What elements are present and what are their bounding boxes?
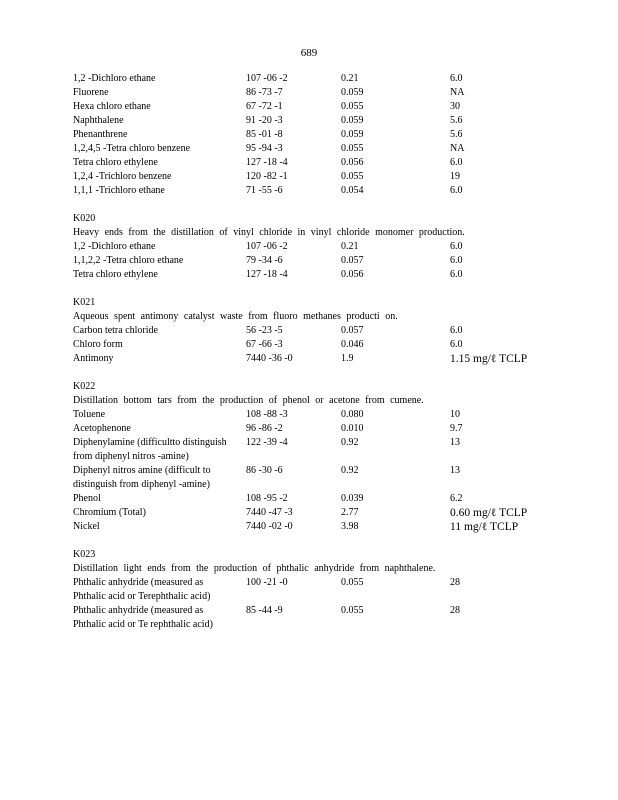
- table-row: [73, 156, 543, 170]
- cas-number: 85 -01 -8: [246, 129, 283, 140]
- cas-number: 100 -21 -0: [246, 577, 288, 588]
- table-row: [73, 408, 543, 422]
- cas-number: 127 -18 -4: [246, 157, 288, 168]
- constituent-name: 1,2 -Dichloro ethane: [73, 73, 156, 84]
- constituent-name: Diphenyl nitros amine (difficult to distinguish from diphenyl -amine): [73, 465, 211, 490]
- treatment-limit: 6.0: [450, 185, 463, 196]
- concentration-value: 0.21: [341, 241, 359, 252]
- concentration-value: 0.059: [341, 87, 364, 98]
- table-row: [73, 464, 543, 492]
- table-row: [73, 170, 543, 184]
- treatment-limit: 19: [450, 171, 460, 182]
- concentration-value: 0.055: [341, 605, 364, 616]
- waste-code: K021: [73, 297, 96, 308]
- treatment-limit: 28: [450, 605, 460, 616]
- table-row: [73, 492, 543, 506]
- concentration-value: 3.98: [341, 521, 359, 532]
- table-row: [73, 240, 543, 254]
- concentration-value: 0.080: [341, 409, 364, 420]
- constituent-name: Acetophenone: [73, 423, 131, 434]
- constituent-name: Nickel: [73, 521, 100, 532]
- constituent-name: Carbon tetra chloride: [73, 325, 158, 336]
- treatment-limit: 6.0: [450, 339, 463, 350]
- treatment-limit: 30: [450, 101, 460, 112]
- constituent-name: Tetra chloro ethylene: [73, 269, 158, 280]
- concentration-value: 0.039: [341, 493, 364, 504]
- cas-number: 108 -95 -2: [246, 493, 288, 504]
- cas-number: 127 -18 -4: [246, 269, 288, 280]
- constituent-name: Phthalic anhydride (measured as Phthalic acid or Te rephthalic acid): [73, 605, 213, 630]
- cas-number: 96 -86 -2: [246, 423, 283, 434]
- treatment-limit: 6.0: [450, 255, 463, 266]
- document-body: [73, 72, 543, 632]
- treatment-limit: 13: [450, 465, 460, 476]
- concentration-value: 0.046: [341, 339, 364, 350]
- cas-number: 7440 -47 -3: [246, 507, 293, 518]
- table-row: [73, 114, 543, 128]
- concentration-value: 1.9: [341, 353, 354, 364]
- waste-description: Heavy ends from the distillation of vinyl chloride in vinyl chloride monomer production.: [73, 227, 465, 238]
- waste-section-k020: [73, 212, 543, 282]
- treatment-limit: 11 mg/ℓ TCLP: [450, 521, 519, 533]
- waste-section-k021: [73, 296, 543, 366]
- treatment-limit: 6.2: [450, 493, 463, 504]
- constituent-name: 1,2,4,5 -Tetra chloro benzene: [73, 143, 191, 154]
- waste-description: Distillation light ends from the production of phthalic anhydride from naphthalene.: [73, 563, 436, 574]
- table-row: [73, 520, 543, 534]
- constituent-name: Phenanthrene: [73, 129, 128, 140]
- treatment-limit: NA: [450, 87, 465, 98]
- constituent-name: Phenol: [73, 493, 101, 504]
- concentration-value: 0.059: [341, 115, 364, 126]
- treatment-limit: 13: [450, 437, 460, 448]
- concentration-value: 0.054: [341, 185, 364, 196]
- waste-code: K020: [73, 213, 96, 224]
- constituent-name: 1,2 -Dichloro ethane: [73, 241, 156, 252]
- cas-number: 7440 -36 -0: [246, 353, 293, 364]
- waste-description: Distillation bottom tars from the production of phenol or acetone from cumene.: [73, 395, 424, 406]
- cas-number: 86 -30 -6: [246, 465, 283, 476]
- cas-number: 7440 -02 -0: [246, 521, 293, 532]
- cas-number: 79 -34 -6: [246, 255, 283, 266]
- table-row: [73, 100, 543, 114]
- treatment-limit: 9.7: [450, 423, 463, 434]
- table-row: [73, 72, 543, 86]
- concentration-value: 0.055: [341, 101, 364, 112]
- constituent-name: Fluorene: [73, 87, 109, 98]
- cas-number: 95 -94 -3: [246, 143, 283, 154]
- constituent-name: Phthalic anhydride (measured as Phthalic acid or Terephthalic acid): [73, 577, 211, 602]
- concentration-value: 0.010: [341, 423, 364, 434]
- cas-number: 91 -20 -3: [246, 115, 283, 126]
- table-row: [73, 604, 543, 632]
- concentration-value: 2.77: [341, 507, 359, 518]
- waste-code: K023: [73, 549, 96, 560]
- cas-number: 86 -73 -7: [246, 87, 283, 98]
- concentration-value: 0.059: [341, 129, 364, 140]
- initial-table: [73, 72, 543, 198]
- constituent-name: Chromium (Total): [73, 507, 146, 518]
- constituent-name: 1,1,1 -Trichloro ethane: [73, 185, 165, 196]
- concentration-value: 0.056: [341, 269, 364, 280]
- table-row: [73, 142, 543, 156]
- treatment-limit: NA: [450, 143, 465, 154]
- constituent-name: 1,1,2,2 -Tetra chloro ethane: [73, 255, 184, 266]
- cas-number: 85 -44 -9: [246, 605, 283, 616]
- treatment-limit: 6.0: [450, 73, 463, 84]
- cas-number: 107 -06 -2: [246, 241, 288, 252]
- cas-number: 108 -88 -3: [246, 409, 288, 420]
- concentration-value: 0.21: [341, 73, 359, 84]
- waste-section-k023: [73, 548, 543, 632]
- concentration-value: 0.92: [341, 465, 359, 476]
- table-row: [73, 254, 543, 268]
- table-row: [73, 268, 543, 282]
- cas-number: 56 -23 -5: [246, 325, 283, 336]
- concentration-value: 0.055: [341, 143, 364, 154]
- constituent-name: Hexa chloro ethane: [73, 101, 151, 112]
- cas-number: 120 -82 -1: [246, 171, 288, 182]
- cas-number: 67 -72 -1: [246, 101, 283, 112]
- waste-section-k022: [73, 380, 543, 534]
- treatment-limit: 5.6: [450, 129, 463, 140]
- treatment-limit: 5.6: [450, 115, 463, 126]
- concentration-value: 0.056: [341, 157, 364, 168]
- treatment-limit: 1.15 mg/ℓ TCLP: [450, 353, 528, 365]
- constituent-name: Diphenylamine (difficultto distinguish from diphenyl nitros -amine): [73, 437, 227, 462]
- treatment-limit: 10: [450, 409, 460, 420]
- table-row: [73, 576, 543, 604]
- constituent-name: 1,2,4 -Trichloro benzene: [73, 171, 172, 182]
- treatment-limit: 6.0: [450, 241, 463, 252]
- concentration-value: 0.055: [341, 577, 364, 588]
- waste-code: K022: [73, 381, 96, 392]
- treatment-limit: 6.0: [450, 325, 463, 336]
- constituent-name: Tetra chloro ethylene: [73, 157, 158, 168]
- table-row: [73, 184, 543, 198]
- table-row: [73, 86, 543, 100]
- table-row: [73, 352, 543, 366]
- table-row: [73, 338, 543, 352]
- cas-number: 67 -66 -3: [246, 339, 283, 350]
- constituent-name: Toluene: [73, 409, 106, 420]
- table-row: [73, 436, 543, 464]
- table-row: [73, 422, 543, 436]
- treatment-limit: 6.0: [450, 269, 463, 280]
- concentration-value: 0.92: [341, 437, 359, 448]
- constituent-name: Naphthalene: [73, 115, 124, 126]
- cas-number: 107 -06 -2: [246, 73, 288, 84]
- waste-sections: [73, 212, 543, 632]
- treatment-limit: 28: [450, 577, 460, 588]
- constituent-name: Chloro form: [73, 339, 123, 350]
- concentration-value: 0.057: [341, 255, 364, 266]
- page-number: 689: [300, 47, 318, 59]
- table-row: [73, 324, 543, 338]
- treatment-limit: 0.60 mg/ℓ TCLP: [450, 507, 528, 519]
- treatment-limit: 6.0: [450, 157, 463, 168]
- concentration-value: 0.057: [341, 325, 364, 336]
- cas-number: 71 -55 -6: [246, 185, 283, 196]
- cas-number: 122 -39 -4: [246, 437, 288, 448]
- table-row: [73, 128, 543, 142]
- constituent-name: Antimony: [73, 353, 114, 364]
- table-row: [73, 506, 543, 520]
- waste-description: Aqueous spent antimony catalyst waste from fluoro methanes producti on.: [73, 311, 398, 322]
- concentration-value: 0.055: [341, 171, 364, 182]
